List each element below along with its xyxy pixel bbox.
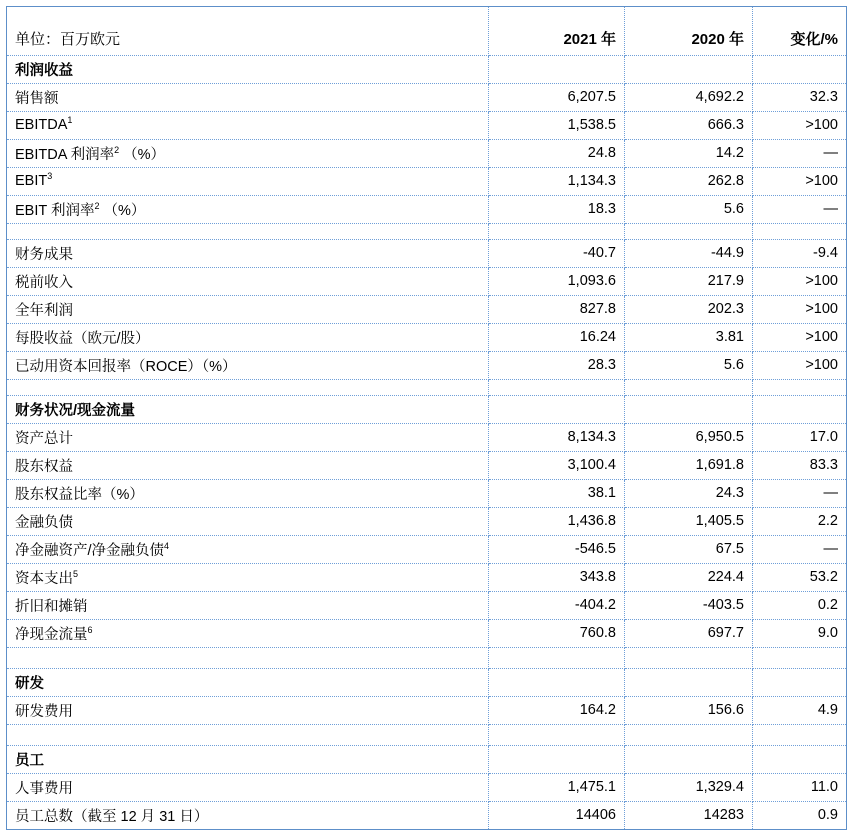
- table-spacer-row: [7, 224, 847, 240]
- spacer-cell: [7, 380, 489, 396]
- footnote-marker: 2: [114, 144, 120, 155]
- value-2020: [625, 56, 753, 84]
- value-2021: 18.3: [489, 196, 625, 224]
- value-2020: 202.3: [625, 296, 753, 324]
- value-change: >100: [753, 168, 847, 196]
- table-section-row: [7, 56, 847, 84]
- value-change: >100: [753, 268, 847, 296]
- value-change: [753, 746, 847, 774]
- value-2021: 6,207.5: [489, 84, 625, 112]
- table-row: [7, 802, 847, 830]
- value-2021: [489, 396, 625, 424]
- spacer-cell: [489, 648, 625, 669]
- table-row: [7, 296, 847, 324]
- column-header-unit: 单位：百万欧元: [7, 7, 489, 56]
- table-row: [7, 620, 847, 648]
- row-label: EBITDA 利润率$^2$ （%）: [7, 140, 489, 168]
- spacer-cell: [753, 224, 847, 240]
- spacer-cell: [753, 380, 847, 396]
- value-2020: 5.6: [625, 352, 753, 380]
- section-label: 研发: [7, 669, 489, 697]
- value-change: 11.0: [753, 774, 847, 802]
- spacer-cell: [625, 725, 753, 746]
- value-change: [753, 56, 847, 84]
- table-row: [7, 268, 847, 296]
- value-2020: 1,405.5: [625, 508, 753, 536]
- table-row: [7, 140, 847, 168]
- value-2020: 67.5: [625, 536, 753, 564]
- value-2020: 3.81: [625, 324, 753, 352]
- table-section-row: [7, 396, 847, 424]
- table-row: [7, 352, 847, 380]
- value-change: 53.2: [753, 564, 847, 592]
- value-change: 2.2: [753, 508, 847, 536]
- value-2020: -44.9: [625, 240, 753, 268]
- value-change: -9.4: [753, 240, 847, 268]
- value-2021: 28.3: [489, 352, 625, 380]
- value-change: —: [753, 480, 847, 508]
- value-2020: 224.4: [625, 564, 753, 592]
- value-2020: 14283: [625, 802, 753, 830]
- value-2021: 1,134.3: [489, 168, 625, 196]
- value-change: >100: [753, 112, 847, 140]
- spacer-cell: [753, 725, 847, 746]
- value-2020: 14.2: [625, 140, 753, 168]
- row-label: EBIT$^3$: [7, 168, 489, 196]
- value-change: —: [753, 536, 847, 564]
- footnote-marker: 1: [67, 115, 73, 126]
- value-2020: 1,691.8: [625, 452, 753, 480]
- spacer-cell: [753, 648, 847, 669]
- value-2021: 760.8: [489, 620, 625, 648]
- table-row: [7, 480, 847, 508]
- spacer-cell: [7, 224, 489, 240]
- value-change: 0.2: [753, 592, 847, 620]
- value-2020: 156.6: [625, 697, 753, 725]
- value-2020: [625, 396, 753, 424]
- value-2020: 5.6: [625, 196, 753, 224]
- value-2020: [625, 669, 753, 697]
- value-2020: 666.3: [625, 112, 753, 140]
- row-label: 股东权益比率（%）: [7, 480, 489, 508]
- spacer-cell: [489, 380, 625, 396]
- value-change: >100: [753, 324, 847, 352]
- footnote-marker: 5: [73, 568, 79, 579]
- section-label: 员工: [7, 746, 489, 774]
- value-2020: 697.7: [625, 620, 753, 648]
- value-2021: [489, 56, 625, 84]
- table-header-row: [7, 7, 847, 56]
- row-label: 净现金流量$^6$: [7, 620, 489, 648]
- value-2021: 14406: [489, 802, 625, 830]
- value-2020: 4,692.2: [625, 84, 753, 112]
- spacer-cell: [489, 725, 625, 746]
- value-2021: 16.24: [489, 324, 625, 352]
- value-2020: -403.5: [625, 592, 753, 620]
- value-change: 0.9: [753, 802, 847, 830]
- value-2021: 3,100.4: [489, 452, 625, 480]
- value-2021: 24.8: [489, 140, 625, 168]
- table-row: [7, 774, 847, 802]
- footnote-marker: 6: [87, 624, 93, 635]
- row-label: 财务成果: [7, 240, 489, 268]
- section-label: 财务状况/现金流量: [7, 396, 489, 424]
- table-row: [7, 452, 847, 480]
- row-label: 金融负债: [7, 508, 489, 536]
- table-row: [7, 424, 847, 452]
- row-label: 人事费用: [7, 774, 489, 802]
- value-2021: 8,134.3: [489, 424, 625, 452]
- row-label: 全年利润: [7, 296, 489, 324]
- value-2020: 6,950.5: [625, 424, 753, 452]
- column-header-year-2021: 2021 年: [489, 7, 625, 56]
- value-change: —: [753, 140, 847, 168]
- spacer-cell: [625, 224, 753, 240]
- value-2020: 217.9: [625, 268, 753, 296]
- row-label: 每股收益（欧元/股）: [7, 324, 489, 352]
- column-header-year-2020: 2020 年: [625, 7, 753, 56]
- table-row: [7, 84, 847, 112]
- value-change: 83.3: [753, 452, 847, 480]
- row-label: 研发费用: [7, 697, 489, 725]
- row-label: 净金融资产/净金融负债$^4$: [7, 536, 489, 564]
- column-header-change: 变化/%: [753, 7, 847, 56]
- value-change: —: [753, 196, 847, 224]
- value-2021: -404.2: [489, 592, 625, 620]
- table-spacer-row: [7, 380, 847, 396]
- value-change: [753, 396, 847, 424]
- financial-highlights-table: [6, 6, 847, 830]
- value-2020: 1,329.4: [625, 774, 753, 802]
- value-2021: [489, 669, 625, 697]
- row-label: EBITDA$^1$: [7, 112, 489, 140]
- table-row: [7, 536, 847, 564]
- footnote-marker: 3: [47, 171, 53, 182]
- row-label: 员工总数（截至 12 月 31 日）: [7, 802, 489, 830]
- spacer-cell: [625, 648, 753, 669]
- footnote-marker: 4: [164, 540, 170, 551]
- table-row: [7, 196, 847, 224]
- value-2021: 164.2: [489, 697, 625, 725]
- value-2020: 262.8: [625, 168, 753, 196]
- value-2021: 1,475.1: [489, 774, 625, 802]
- value-change: 4.9: [753, 697, 847, 725]
- table-body: [7, 56, 847, 830]
- table-row: [7, 240, 847, 268]
- value-2021: 38.1: [489, 480, 625, 508]
- value-change: 9.0: [753, 620, 847, 648]
- table-spacer-row: [7, 648, 847, 669]
- value-2021: 827.8: [489, 296, 625, 324]
- row-label: 资本支出$^5$: [7, 564, 489, 592]
- table-spacer-row: [7, 725, 847, 746]
- value-2021: -40.7: [489, 240, 625, 268]
- table-row: [7, 112, 847, 140]
- table-row: [7, 508, 847, 536]
- value-change: >100: [753, 352, 847, 380]
- row-label: EBIT 利润率$^2$ （%）: [7, 196, 489, 224]
- value-change: [753, 669, 847, 697]
- value-change: 17.0: [753, 424, 847, 452]
- value-2021: 343.8: [489, 564, 625, 592]
- value-2021: 1,538.5: [489, 112, 625, 140]
- section-label: 利润收益: [7, 56, 489, 84]
- row-label: 销售额: [7, 84, 489, 112]
- row-label: 股东权益: [7, 452, 489, 480]
- table-row: [7, 564, 847, 592]
- value-2021: 1,093.6: [489, 268, 625, 296]
- table-row: [7, 324, 847, 352]
- value-2020: 24.3: [625, 480, 753, 508]
- row-label: 已动用资本回报率（ROCE）（%）: [7, 352, 489, 380]
- spacer-cell: [7, 648, 489, 669]
- row-label: 折旧和摊销: [7, 592, 489, 620]
- value-2021: 1,436.8: [489, 508, 625, 536]
- row-label: 资产总计: [7, 424, 489, 452]
- table-row: [7, 592, 847, 620]
- footnote-marker: 2: [94, 200, 100, 211]
- value-2020: [625, 746, 753, 774]
- value-2021: [489, 746, 625, 774]
- table-row: [7, 168, 847, 196]
- table-section-row: [7, 669, 847, 697]
- table-section-row: [7, 746, 847, 774]
- value-change: 32.3: [753, 84, 847, 112]
- value-change: >100: [753, 296, 847, 324]
- spacer-cell: [489, 224, 625, 240]
- table-header: [7, 7, 847, 56]
- spacer-cell: [7, 725, 489, 746]
- row-label: 税前收入: [7, 268, 489, 296]
- table-row: [7, 697, 847, 725]
- value-2021: -546.5: [489, 536, 625, 564]
- spacer-cell: [625, 380, 753, 396]
